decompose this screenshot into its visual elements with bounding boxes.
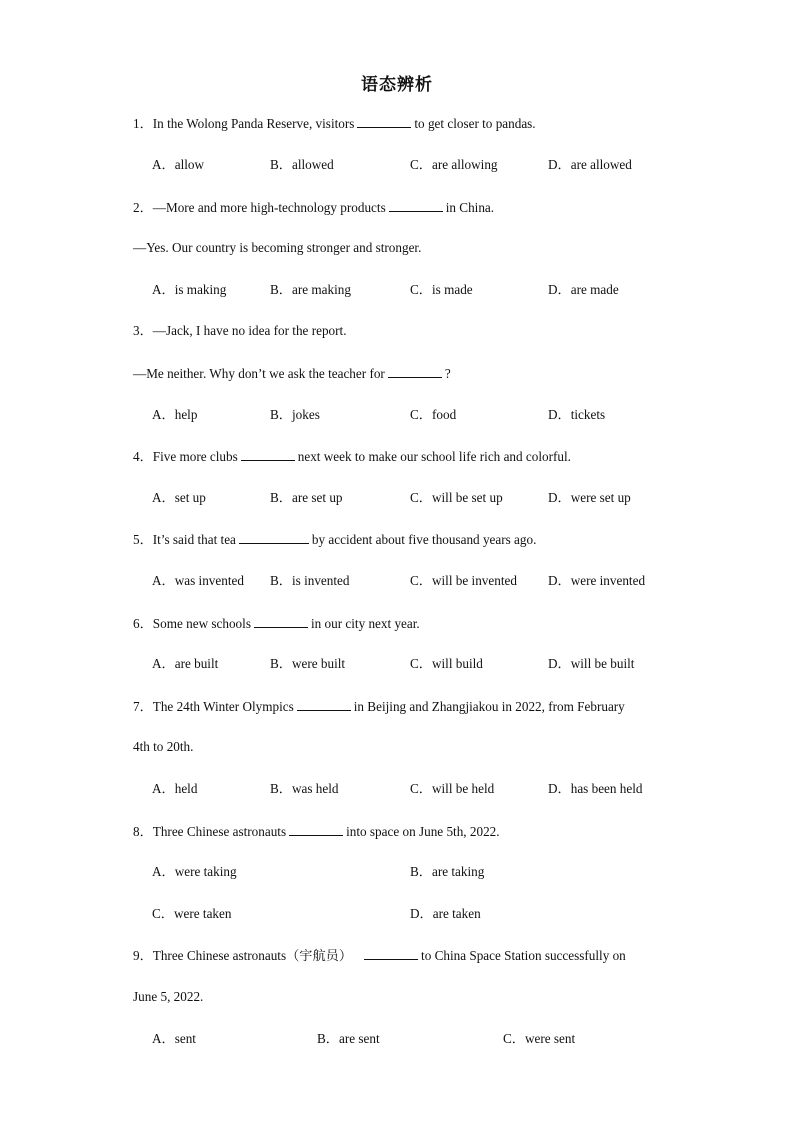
question-1-option-d: D．are allowed xyxy=(548,157,632,172)
question-number: 7． xyxy=(133,699,153,714)
question-7-option-b: B．was held xyxy=(270,781,339,796)
question-3-stem xyxy=(133,323,347,339)
question-number: 9． xyxy=(133,948,153,963)
question-8-option-d: D．are taken xyxy=(410,906,481,921)
question-7-stem xyxy=(133,698,625,715)
stem-text: In the Wolong Panda Reserve, visitors xyxy=(152,116,355,131)
question-6-stem xyxy=(133,615,420,632)
answer-blank xyxy=(357,115,411,128)
question-8-stem xyxy=(133,823,500,840)
stem-text: in Beijing and Zhangjiakou in 2022, from February xyxy=(353,699,625,714)
question-6-option-d: D．will be built xyxy=(548,656,635,671)
question-9-option-c: C．were sent xyxy=(503,1031,576,1046)
question-9-option-a: A．sent xyxy=(152,1031,196,1046)
answer-blank xyxy=(254,615,308,628)
question-number: 2． xyxy=(133,200,153,215)
question-5-option-a: A．was invented xyxy=(152,573,244,588)
question-4-option-d: D．were set up xyxy=(548,490,631,505)
question-number: 5． xyxy=(133,532,153,547)
question-3-option-a: A．help xyxy=(152,407,198,422)
question-2-option-a: A．is making xyxy=(152,282,227,297)
question-7-option-d: D．has been held xyxy=(548,781,643,796)
stem-text: to China Space Station successfully on xyxy=(421,948,626,963)
question-8-option-c: C．were taken xyxy=(152,906,232,921)
stem-text: —Jack, I have no idea for the report. xyxy=(152,323,347,338)
answer-blank xyxy=(289,823,343,836)
question-8-option-a: A．were taking xyxy=(152,864,237,879)
stem-text: in China. xyxy=(445,200,495,215)
answer-blank xyxy=(389,199,443,212)
question-number: 3． xyxy=(133,323,153,338)
question-number: 1． xyxy=(133,116,153,131)
question-5-stem xyxy=(133,531,536,548)
question-2-dialog: —Yes. Our country is becoming stronger and stronger. xyxy=(133,240,422,255)
question-1-option-c: C．are allowing xyxy=(410,157,498,172)
question-8-option-b: B．are taking xyxy=(410,864,485,879)
stem-text: Five more clubs xyxy=(152,449,238,464)
stem-text: ? xyxy=(444,366,451,381)
question-5-option-d: D．were invented xyxy=(548,573,646,588)
question-1-option-a: A．allow xyxy=(152,157,205,172)
stem-text: by accident about five thousand years ago. xyxy=(311,532,537,547)
question-3-dialog xyxy=(133,365,451,382)
question-6-option-c: C．will build xyxy=(410,656,483,671)
question-4-option-a: A．set up xyxy=(152,490,206,505)
question-number: 4． xyxy=(133,449,153,464)
question-4-stem xyxy=(133,448,571,465)
question-2-option-c: C．is made xyxy=(410,282,473,297)
question-3-option-c: C．food xyxy=(410,407,457,422)
question-4-option-b: B．are set up xyxy=(270,490,343,505)
question-4-option-c: C．will be set up xyxy=(410,490,503,505)
question-7-stem-continued: 4th to 20th. xyxy=(133,739,194,754)
stem-text: Some new schools xyxy=(152,616,251,631)
stem-text: It’s said that tea xyxy=(152,532,236,547)
question-2-stem xyxy=(133,199,494,216)
stem-text: in our city next year. xyxy=(310,616,420,631)
stem-text: next week to make our school life rich and colorful. xyxy=(297,449,571,464)
question-7-option-c: C．will be held xyxy=(410,781,495,796)
question-7-option-a: A．held xyxy=(152,781,198,796)
stem-text: —Me neither. Why don’t we ask the teacher for xyxy=(133,366,385,381)
stem-text: Three Chinese astronauts（宇航员） xyxy=(152,948,353,963)
stem-text: into space on June 5th, 2022. xyxy=(346,824,500,839)
question-5-option-b: B．is invented xyxy=(270,573,350,588)
question-3-option-d: D．tickets xyxy=(548,407,606,422)
question-6-option-b: B．were built xyxy=(270,656,346,671)
answer-blank xyxy=(364,947,418,960)
stem-text: to get closer to pandas. xyxy=(414,116,536,131)
question-9-stem xyxy=(133,947,626,964)
question-2-option-b: B．are making xyxy=(270,282,351,297)
stem-text: —More and more high-technology products xyxy=(152,200,386,215)
question-number: 8． xyxy=(133,824,153,839)
answer-blank xyxy=(388,365,442,378)
answer-blank xyxy=(239,531,309,544)
question-2-option-d: D．are made xyxy=(548,282,619,297)
answer-blank xyxy=(297,698,351,711)
question-5-option-c: C．will be invented xyxy=(410,573,517,588)
question-number: 6． xyxy=(133,616,153,631)
question-3-option-b: B．jokes xyxy=(270,407,320,422)
question-1-option-b: B．allowed xyxy=(270,157,334,172)
question-9-stem-continued: June 5, 2022. xyxy=(133,989,204,1004)
question-1-stem xyxy=(133,115,536,132)
answer-blank xyxy=(241,448,295,461)
page-title: 语态辨析 xyxy=(361,75,433,95)
question-6-option-a: A．are built xyxy=(152,656,219,671)
question-9-option-b: B．are sent xyxy=(317,1031,380,1046)
stem-text: The 24th Winter Olympics xyxy=(152,699,294,714)
stem-text: Three Chinese astronauts xyxy=(152,824,287,839)
